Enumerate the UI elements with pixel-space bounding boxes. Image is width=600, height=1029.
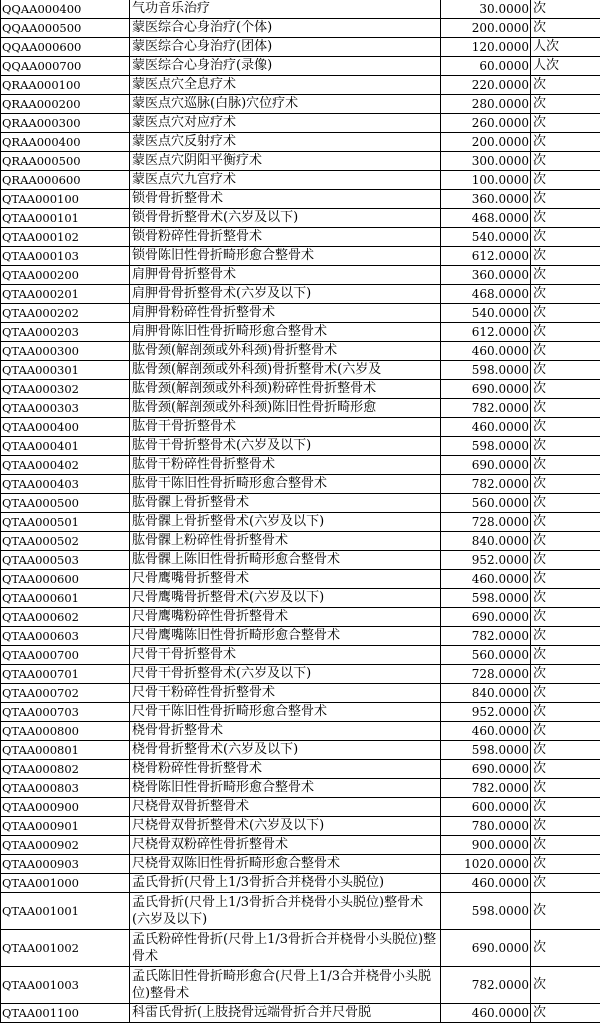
table-row	[1, 399, 600, 418]
item-name-cell: 蒙医点穴巡脉(白脉)穴位疗术	[130, 95, 441, 114]
item-price-cell: 690.0000	[441, 760, 531, 779]
item-name-cell: 肩胛骨骨折整骨术(六岁及以下)	[130, 285, 441, 304]
item-code-cell: QTAA001100	[1, 1004, 130, 1023]
item-price-cell: 540.0000	[441, 228, 531, 247]
item-name-cell: 蒙医综合心身治疗(录像)	[130, 57, 441, 76]
item-name-cell: 尺桡骨双陈旧性骨折畸形愈合整骨术	[130, 855, 441, 874]
item-unit-cell: 次	[531, 0, 600, 19]
item-name-cell: 肩胛骨陈旧性骨折畸形愈合整骨术	[130, 323, 441, 342]
item-unit-cell: 次	[531, 456, 600, 475]
item-code-cell: QTAA000102	[1, 228, 130, 247]
item-name-cell: 科雷氏骨折(上肢挠骨远端骨折合并尺骨脱	[130, 1004, 441, 1023]
table-row	[1, 456, 600, 475]
item-price-cell: 30.0000	[441, 0, 531, 19]
item-name-cell: 尺骨干骨折整骨术	[130, 646, 441, 665]
item-price-cell: 460.0000	[441, 874, 531, 893]
item-name-cell: 蒙医点穴对应疗术	[130, 114, 441, 133]
item-unit-cell: 次	[531, 589, 600, 608]
item-unit-cell: 次	[531, 380, 600, 399]
item-name-cell: 气功音乐治疗	[130, 0, 441, 19]
item-code-cell: QTAA000100	[1, 190, 130, 209]
table-row	[1, 722, 600, 741]
item-code-cell: QRAA000300	[1, 114, 130, 133]
item-price-cell: 468.0000	[441, 209, 531, 228]
item-name-cell: 孟氏骨折(尺骨上1/3骨折合并桡骨小头脱位)整骨术(六岁及以下)	[130, 893, 441, 930]
item-price-cell: 782.0000	[441, 475, 531, 494]
table-row	[1, 627, 600, 646]
item-name-cell: 桡骨骨折整骨术	[130, 722, 441, 741]
item-unit-cell: 次	[531, 760, 600, 779]
table-row	[1, 930, 600, 967]
table-row	[1, 76, 600, 95]
item-name-cell: 锁骨粉碎性骨折整骨术	[130, 228, 441, 247]
table-row	[1, 513, 600, 532]
table-row	[1, 855, 600, 874]
table-row	[1, 418, 600, 437]
item-unit-cell: 次	[531, 361, 600, 380]
item-code-cell: QTAA000202	[1, 304, 130, 323]
table-row	[1, 19, 600, 38]
table-row	[1, 798, 600, 817]
item-name-cell: 桡骨粉碎性骨折整骨术	[130, 760, 441, 779]
item-code-cell: QTAA000700	[1, 646, 130, 665]
item-price-cell: 200.0000	[441, 133, 531, 152]
item-unit-cell: 次	[531, 152, 600, 171]
item-unit-cell: 次	[531, 836, 600, 855]
item-name-cell: 尺骨干陈旧性骨折畸形愈合整骨术	[130, 703, 441, 722]
table-row	[1, 171, 600, 190]
table-row	[1, 361, 600, 380]
item-unit-cell: 次	[531, 209, 600, 228]
item-name-cell: 肱骨干粉碎性骨折整骨术	[130, 456, 441, 475]
item-code-cell: QTAA000603	[1, 627, 130, 646]
item-unit-cell: 次	[531, 228, 600, 247]
item-unit-cell: 次	[531, 285, 600, 304]
item-name-cell: 肱骨干骨折整骨术(六岁及以下)	[130, 437, 441, 456]
item-unit-cell: 次	[531, 171, 600, 190]
table-row	[1, 836, 600, 855]
table-row	[1, 741, 600, 760]
item-price-cell: 460.0000	[441, 418, 531, 437]
item-price-cell: 598.0000	[441, 589, 531, 608]
item-price-cell: 280.0000	[441, 95, 531, 114]
item-unit-cell: 次	[531, 855, 600, 874]
item-name-cell: 蒙医综合心身治疗(个体)	[130, 19, 441, 38]
item-unit-cell: 次	[531, 95, 600, 114]
item-unit-cell: 次	[531, 798, 600, 817]
item-name-cell: 尺桡骨双骨折整骨术	[130, 798, 441, 817]
item-price-cell: 690.0000	[441, 930, 531, 967]
item-unit-cell: 次	[531, 665, 600, 684]
item-name-cell: 锁骨骨折整骨术(六岁及以下)	[130, 209, 441, 228]
item-name-cell: 肱骨髁上陈旧性骨折畸形愈合整骨术	[130, 551, 441, 570]
item-code-cell: QTAA001003	[1, 967, 130, 1004]
table-row	[1, 494, 600, 513]
item-name-cell: 肱骨髁上骨折整骨术	[130, 494, 441, 513]
item-unit-cell: 次	[531, 1004, 600, 1023]
item-code-cell: QRAA000500	[1, 152, 130, 171]
item-code-cell: QTAA000903	[1, 855, 130, 874]
item-unit-cell: 人次	[531, 57, 600, 76]
item-name-cell: 蒙医综合心身治疗(团体)	[130, 38, 441, 57]
item-price-cell: 1020.0000	[441, 855, 531, 874]
item-price-cell: 460.0000	[441, 722, 531, 741]
item-unit-cell: 次	[531, 646, 600, 665]
item-unit-cell: 次	[531, 703, 600, 722]
item-name-cell: 尺骨鹰嘴骨折整骨术(六岁及以下)	[130, 589, 441, 608]
item-unit-cell: 次	[531, 418, 600, 437]
item-code-cell: QTAA000802	[1, 760, 130, 779]
item-name-cell: 肱骨颈(解剖颈或外科颈)骨折整骨术(六岁及	[130, 361, 441, 380]
item-price-cell: 468.0000	[441, 285, 531, 304]
item-unit-cell: 次	[531, 76, 600, 95]
item-code-cell: QTAA000801	[1, 741, 130, 760]
item-name-cell: 孟氏陈旧性骨折畸形愈合(尺骨上1/3合并桡骨小头脱位)整骨术	[130, 967, 441, 1004]
item-price-cell: 690.0000	[441, 456, 531, 475]
item-price-cell: 560.0000	[441, 646, 531, 665]
item-name-cell: 尺骨鹰嘴陈旧性骨折畸形愈合整骨术	[130, 627, 441, 646]
item-unit-cell: 次	[531, 133, 600, 152]
item-unit-cell: 次	[531, 551, 600, 570]
item-price-cell: 598.0000	[441, 361, 531, 380]
item-price-cell: 120.0000	[441, 38, 531, 57]
item-price-cell: 460.0000	[441, 1004, 531, 1023]
item-code-cell: QTAA000401	[1, 437, 130, 456]
item-unit-cell: 次	[531, 874, 600, 893]
item-name-cell: 肩胛骨粉碎性骨折整骨术	[130, 304, 441, 323]
item-price-cell: 782.0000	[441, 967, 531, 1004]
item-name-cell: 桡骨陈旧性骨折畸形愈合整骨术	[130, 779, 441, 798]
item-price-cell: 460.0000	[441, 342, 531, 361]
table-row	[1, 209, 600, 228]
table-row	[1, 95, 600, 114]
item-name-cell: 尺骨干骨折整骨术(六岁及以下)	[130, 665, 441, 684]
item-price-cell: 260.0000	[441, 114, 531, 133]
table-row	[1, 475, 600, 494]
item-price-cell: 782.0000	[441, 399, 531, 418]
item-name-cell: 桡骨骨折整骨术(六岁及以下)	[130, 741, 441, 760]
table-row	[1, 247, 600, 266]
item-name-cell: 肱骨颈(解剖颈或外科颈)陈旧性骨折畸形愈	[130, 399, 441, 418]
item-unit-cell: 次	[531, 684, 600, 703]
item-code-cell: QTAA000302	[1, 380, 130, 399]
table-row	[1, 817, 600, 836]
table-row	[1, 114, 600, 133]
item-unit-cell: 次	[531, 266, 600, 285]
item-price-cell: 560.0000	[441, 494, 531, 513]
item-code-cell: QRAA000200	[1, 95, 130, 114]
item-name-cell: 蒙医点穴阴阳平衡疗术	[130, 152, 441, 171]
item-code-cell: QTAA000803	[1, 779, 130, 798]
item-price-cell: 598.0000	[441, 437, 531, 456]
table-row	[1, 342, 600, 361]
table-row	[1, 570, 600, 589]
table-row	[1, 323, 600, 342]
item-price-cell: 952.0000	[441, 703, 531, 722]
table-row	[1, 266, 600, 285]
item-unit-cell: 次	[531, 893, 600, 930]
item-code-cell: QTAA000301	[1, 361, 130, 380]
item-unit-cell: 次	[531, 437, 600, 456]
item-name-cell: 尺骨鹰嘴粉碎性骨折整骨术	[130, 608, 441, 627]
item-name-cell: 蒙医点穴九宫疗术	[130, 171, 441, 190]
item-price-cell: 728.0000	[441, 665, 531, 684]
table-row	[1, 665, 600, 684]
table-row	[1, 380, 600, 399]
item-name-cell: 尺骨鹰嘴骨折整骨术	[130, 570, 441, 589]
item-unit-cell: 次	[531, 342, 600, 361]
item-code-cell: QTAA000501	[1, 513, 130, 532]
item-code-cell: QTAA001000	[1, 874, 130, 893]
item-unit-cell: 次	[531, 399, 600, 418]
item-name-cell: 肱骨颈(解剖颈或外科颈)粉碎性骨折整骨术	[130, 380, 441, 399]
item-price-cell: 540.0000	[441, 304, 531, 323]
item-name-cell: 孟氏骨折(尺骨上1/3骨折合并桡骨小头脱位)	[130, 874, 441, 893]
table-row	[1, 1004, 600, 1023]
item-name-cell: 蒙医点穴反射疗术	[130, 133, 441, 152]
item-name-cell: 尺桡骨双粉碎性骨折整骨术	[130, 836, 441, 855]
item-unit-cell: 次	[531, 190, 600, 209]
item-price-cell: 780.0000	[441, 817, 531, 836]
table-row	[1, 608, 600, 627]
item-unit-cell: 次	[531, 930, 600, 967]
item-price-cell: 220.0000	[441, 76, 531, 95]
item-code-cell: QTAA000101	[1, 209, 130, 228]
item-price-cell: 782.0000	[441, 779, 531, 798]
table-row	[1, 38, 600, 57]
item-price-cell: 598.0000	[441, 893, 531, 930]
item-code-cell: QTAA000901	[1, 817, 130, 836]
item-code-cell: QTAA000203	[1, 323, 130, 342]
item-unit-cell: 次	[531, 967, 600, 1004]
item-unit-cell: 次	[531, 779, 600, 798]
table-row	[1, 760, 600, 779]
table-row	[1, 190, 600, 209]
item-unit-cell: 次	[531, 817, 600, 836]
item-price-cell: 300.0000	[441, 152, 531, 171]
table-row	[1, 437, 600, 456]
item-price-cell: 460.0000	[441, 570, 531, 589]
table-row	[1, 779, 600, 798]
table-row	[1, 684, 600, 703]
item-code-cell: QTAA000702	[1, 684, 130, 703]
item-name-cell: 肱骨髁上骨折整骨术(六岁及以下)	[130, 513, 441, 532]
table-row	[1, 893, 600, 930]
item-name-cell: 锁骨骨折整骨术	[130, 190, 441, 209]
item-code-cell: QTAA000300	[1, 342, 130, 361]
item-price-cell: 952.0000	[441, 551, 531, 570]
item-code-cell: QTAA000402	[1, 456, 130, 475]
item-name-cell: 孟氏粉碎性骨折(尺骨上1/3骨折合并桡骨小头脱位)整骨术	[130, 930, 441, 967]
item-unit-cell: 次	[531, 722, 600, 741]
item-price-cell: 200.0000	[441, 19, 531, 38]
table-row	[1, 589, 600, 608]
item-name-cell: 肱骨干陈旧性骨折畸形愈合整骨术	[130, 475, 441, 494]
table-row	[1, 967, 600, 1004]
item-name-cell: 肱骨干骨折整骨术	[130, 418, 441, 437]
table-row	[1, 57, 600, 76]
item-code-cell: QTAA000201	[1, 285, 130, 304]
item-unit-cell: 次	[531, 323, 600, 342]
item-code-cell: QTAA000502	[1, 532, 130, 551]
item-price-cell: 600.0000	[441, 798, 531, 817]
item-unit-cell: 次	[531, 475, 600, 494]
item-name-cell: 肩胛骨骨折整骨术	[130, 266, 441, 285]
item-price-cell: 100.0000	[441, 171, 531, 190]
item-name-cell: 锁骨陈旧性骨折畸形愈合整骨术	[130, 247, 441, 266]
item-unit-cell: 次	[531, 19, 600, 38]
item-code-cell: QTAA000600	[1, 570, 130, 589]
item-price-cell: 840.0000	[441, 532, 531, 551]
item-name-cell: 肱骨颈(解剖颈或外科颈)骨折整骨术	[130, 342, 441, 361]
table-row	[1, 874, 600, 893]
item-unit-cell: 次	[531, 570, 600, 589]
fee-schedule-body	[1, 0, 600, 1023]
item-price-cell: 598.0000	[441, 741, 531, 760]
item-code-cell: QTAA000602	[1, 608, 130, 627]
item-code-cell: QTAA000103	[1, 247, 130, 266]
table-row	[1, 304, 600, 323]
item-price-cell: 612.0000	[441, 247, 531, 266]
item-code-cell: QQAA000400	[1, 0, 130, 19]
item-code-cell: QTAA000902	[1, 836, 130, 855]
item-code-cell: QTAA000500	[1, 494, 130, 513]
item-code-cell: QTAA000503	[1, 551, 130, 570]
item-code-cell: QTAA000703	[1, 703, 130, 722]
table-row	[1, 646, 600, 665]
table-row	[1, 532, 600, 551]
item-unit-cell: 次	[531, 608, 600, 627]
item-code-cell: QTAA000403	[1, 475, 130, 494]
item-price-cell: 360.0000	[441, 266, 531, 285]
item-unit-cell: 次	[531, 741, 600, 760]
item-code-cell: QTAA000400	[1, 418, 130, 437]
item-code-cell: QTAA001002	[1, 930, 130, 967]
item-price-cell: 690.0000	[441, 608, 531, 627]
item-code-cell: QTAA000800	[1, 722, 130, 741]
item-unit-cell: 次	[531, 627, 600, 646]
item-code-cell: QTAA000303	[1, 399, 130, 418]
item-code-cell: QTAA000900	[1, 798, 130, 817]
item-name-cell: 肱骨髁上粉碎性骨折整骨术	[130, 532, 441, 551]
table-row	[1, 285, 600, 304]
item-code-cell: QTAA001001	[1, 893, 130, 930]
item-unit-cell: 次	[531, 247, 600, 266]
item-price-cell: 60.0000	[441, 57, 531, 76]
item-price-cell: 840.0000	[441, 684, 531, 703]
item-unit-cell: 人次	[531, 38, 600, 57]
item-name-cell: 蒙医点穴全息疗术	[130, 76, 441, 95]
table-row	[1, 133, 600, 152]
item-code-cell: QQAA000600	[1, 38, 130, 57]
item-price-cell: 900.0000	[441, 836, 531, 855]
item-price-cell: 782.0000	[441, 627, 531, 646]
item-price-cell: 360.0000	[441, 190, 531, 209]
item-unit-cell: 次	[531, 494, 600, 513]
item-unit-cell: 次	[531, 532, 600, 551]
item-price-cell: 728.0000	[441, 513, 531, 532]
item-name-cell: 尺桡骨双骨折整骨术(六岁及以下)	[130, 817, 441, 836]
item-unit-cell: 次	[531, 513, 600, 532]
item-unit-cell: 次	[531, 114, 600, 133]
table-row	[1, 703, 600, 722]
item-code-cell: QTAA000200	[1, 266, 130, 285]
item-code-cell: QQAA000700	[1, 57, 130, 76]
item-code-cell: QTAA000701	[1, 665, 130, 684]
item-code-cell: QQAA000500	[1, 19, 130, 38]
item-name-cell: 尺骨干粉碎性骨折整骨术	[130, 684, 441, 703]
table-row	[1, 228, 600, 247]
item-code-cell: QRAA000100	[1, 76, 130, 95]
table-row	[1, 551, 600, 570]
item-code-cell: QTAA000601	[1, 589, 130, 608]
item-price-cell: 612.0000	[441, 323, 531, 342]
item-unit-cell: 次	[531, 304, 600, 323]
item-code-cell: QRAA000400	[1, 133, 130, 152]
item-price-cell: 690.0000	[441, 380, 531, 399]
table-row	[1, 152, 600, 171]
table-row	[1, 0, 600, 19]
item-code-cell: QRAA000600	[1, 171, 130, 190]
